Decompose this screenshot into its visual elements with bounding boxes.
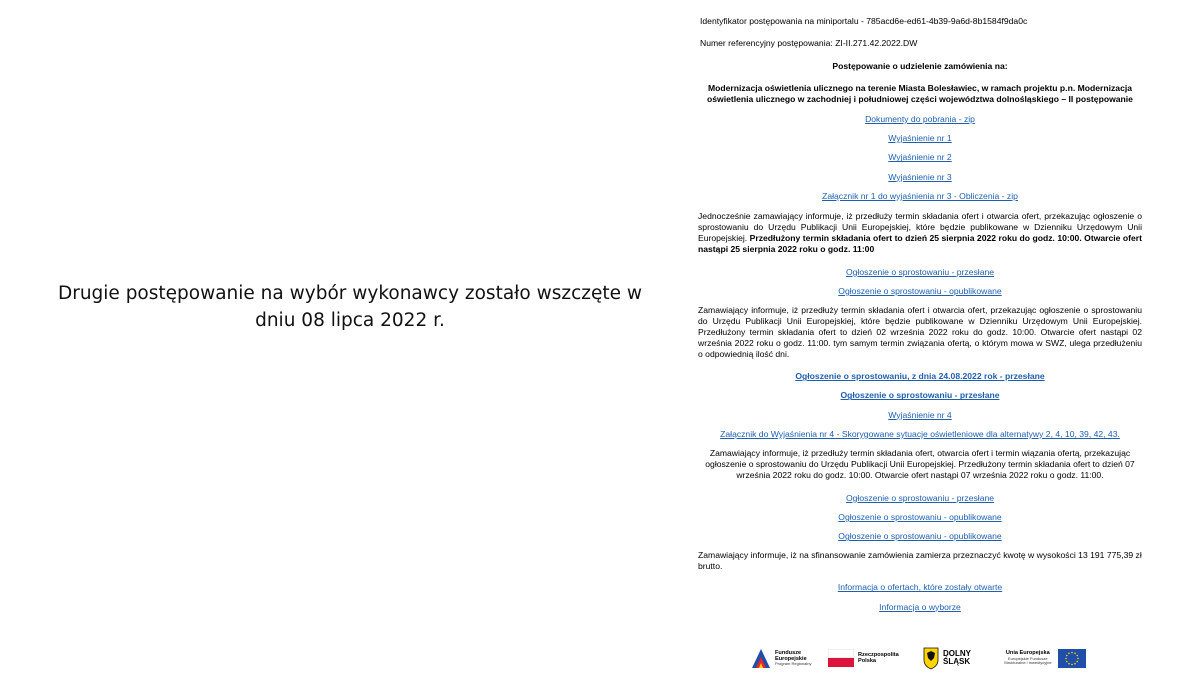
eu-star-icon	[1065, 657, 1067, 659]
logo-fe-line1: Fundusze	[775, 649, 802, 656]
eu-star-icon	[1071, 663, 1073, 665]
logo-ue-line2: Europejskie Fundusze	[1008, 655, 1048, 661]
link-notice-2022-08-24[interactable]: Ogłoszenie o sprostowaniu, z dnia 24.08.2022 rok - przesłane	[795, 371, 1045, 382]
link-notice-published-2[interactable]: Ogłoszenie o sprostowaniu - opublikowane	[838, 512, 1002, 523]
eu-star-icon	[1068, 652, 1070, 654]
link-notice-sent-1[interactable]: Ogłoszenie o sprostowaniu - przesłane	[845, 266, 995, 277]
paragraph-extension-1-text: Jednocześnie zamawiający informuje, iż przedłuży termin składania ofert i otwarcia ofert, przekazując ogłoszenie o sprostowaniu do Urzędu Publikacji Unii Europejskiej, które będzie publikowane w Dzienniku Urzędowym Unii Europejskiej.	[698, 210, 1142, 243]
link-documents-zip[interactable]: Dokumenty do pobrania - zip	[865, 114, 975, 124]
eu-star-icon	[1066, 654, 1068, 656]
link-notice-published-1[interactable]: Ogłoszenie o sprostowaniu - opublikowane	[838, 285, 1002, 296]
logo-ds-line1: DOLNY	[943, 648, 971, 658]
logo-ue-line1: Unia Europejska	[1005, 650, 1050, 657]
logo-fe-line3: Program Regionalny	[775, 660, 812, 666]
slide-caption: Drugie postępowanie na wybór wykonawcy zostało wszczęte w dniu 08 lipca 2022 r.	[57, 283, 643, 331]
link-explanation-2[interactable]: Wyjaśnienie nr 2	[888, 152, 952, 163]
link-attachment-calculations-zip[interactable]: Załącznik nr 1 do wyjaśnienia nr 3 - Obliczenia - zip	[822, 190, 1018, 201]
paragraph-extension-3: Zamawiający informuje, iż przedłuży termin składania ofert, otwarcia ofert i termin wiązania ofertą, przekazując ogłoszenie o sprostowaniu do Urzędu Publikacji Unii Europejskiej. Przedłużony termin składania ofert to dzień 07 września 2022 roku do godz. 10:00. Otwarcie ofert nastąpi 07 września 2022 roku o godz. 11:00.	[705, 447, 1135, 480]
eu-star-icon	[1076, 660, 1078, 662]
paragraph-extension-1-deadline: Przedłużony termin składania ofert to dzień 25 sierpnia 2022 roku do godz. 10:00. Otwarcie ofert nastąpi 25 sierpnia 2022 roku o godz. 11:00	[698, 232, 1142, 254]
link-notice-published-3[interactable]: Ogłoszenie o sprostowaniu - opublikowane	[838, 531, 1002, 542]
fundusze-europejskie-icon	[750, 646, 772, 670]
reference-number-label: Numer referencyjny postępowania:	[700, 38, 836, 48]
paragraph-extension-1	[698, 211, 1142, 255]
logo-rp-line1: Rzeczpospolita	[858, 651, 899, 658]
logo-rzeczpospolita-polska	[828, 644, 899, 672]
link-explanation-3[interactable]: Wyjaśnienie nr 3	[888, 171, 952, 182]
dolny-slask-eagle-icon	[922, 646, 940, 670]
paragraph-extension-2: Zamawiający informuje, iż przedłuży termin składania ofert i otwarcia ofert, przekazując ogłoszenie o sprostowaniu do Urzędu Publikacji Unii Europejskiej, które będzie publikowane w Dzienniku Urzędowym Unii Europejskiej. Przedłużony termin składania ofert to dzień 02 września 2022 roku do godz. 10:00. Otwarcie ofert nastąpi 02 września 2022 roku o godz. 11:00. tym samym termin związania ofertą, o którym mowa w SWZ, ulega przedłużeniu o odpowiednią ilość dni.	[698, 305, 1142, 360]
polish-flag-icon	[828, 649, 854, 667]
eu-star-icon	[1077, 657, 1079, 659]
procedure-identifier: Identyfikator postępowania na miniportalu - 785acd6e-ed61-4b39-9a6d-8b1584f9da0c	[700, 16, 1028, 26]
eu-star-icon	[1066, 660, 1068, 662]
reference-number	[700, 38, 1142, 49]
procedure-title: Postępowanie o udzielenie zamówienia na:	[832, 61, 1008, 71]
eu-star-icon	[1071, 651, 1073, 653]
procurement-document	[698, 16, 1142, 621]
logo-rp-line2: Polska	[858, 658, 877, 664]
eu-star-icon	[1074, 652, 1076, 654]
link-attachment-explanation-4[interactable]: Załącznik do Wyjaśnienia nr 4 - Skorygowane sytuacje oświetleniowe dla alternatywy 2, 4, 10, 39, 42, 43.	[720, 428, 1120, 439]
link-selection-info[interactable]: Informacja o wyborze	[879, 601, 961, 612]
procedure-subject: Modernizacja oświetlenia ulicznego na terenie Miasta Bolesławiec, w ramach projektu p.n. Modernizacja oświetlenia ulicznego w zachodniej i południowej części województwa dolnośląskiego – II postępowanie	[707, 83, 1133, 104]
eu-flag-icon	[1058, 649, 1086, 668]
funding-logos-bar	[750, 644, 1090, 672]
eu-star-icon	[1074, 662, 1076, 664]
logo-dolny-slask	[922, 644, 971, 672]
logo-fundusze-europejskie	[750, 644, 811, 672]
link-opened-offers-info[interactable]: Informacja o ofertach, które zostały otwarte	[837, 582, 1003, 593]
logo-ue-line3: Strukturalne i Inwestycyjne	[1004, 660, 1052, 666]
logo-unia-europejska	[1004, 644, 1086, 672]
link-explanation-1[interactable]: Wyjaśnienie nr 1	[888, 133, 952, 144]
link-notice-sent-3[interactable]: Ogłoszenie o sprostowaniu - przesłane	[845, 492, 995, 503]
link-explanation-4[interactable]: Wyjaśnienie nr 4	[888, 409, 952, 420]
link-notice-sent-2[interactable]: Ogłoszenie o sprostowaniu - przesłane	[840, 390, 1000, 401]
eu-star-icon	[1076, 654, 1078, 656]
paragraph-budget: Zamawiający informuje, iż na sfinansowanie zamówienia zamierza przeznaczyć kwotę w wysokości 13 191 775,39 zł brutto.	[698, 550, 1142, 572]
reference-number-value: ZI-II.271.42.2022.DW	[835, 38, 918, 48]
logo-fe-line2: Europejskie	[775, 655, 807, 662]
eu-star-icon	[1068, 662, 1070, 664]
logo-ds-line2: ŚLĄSK	[943, 657, 971, 666]
